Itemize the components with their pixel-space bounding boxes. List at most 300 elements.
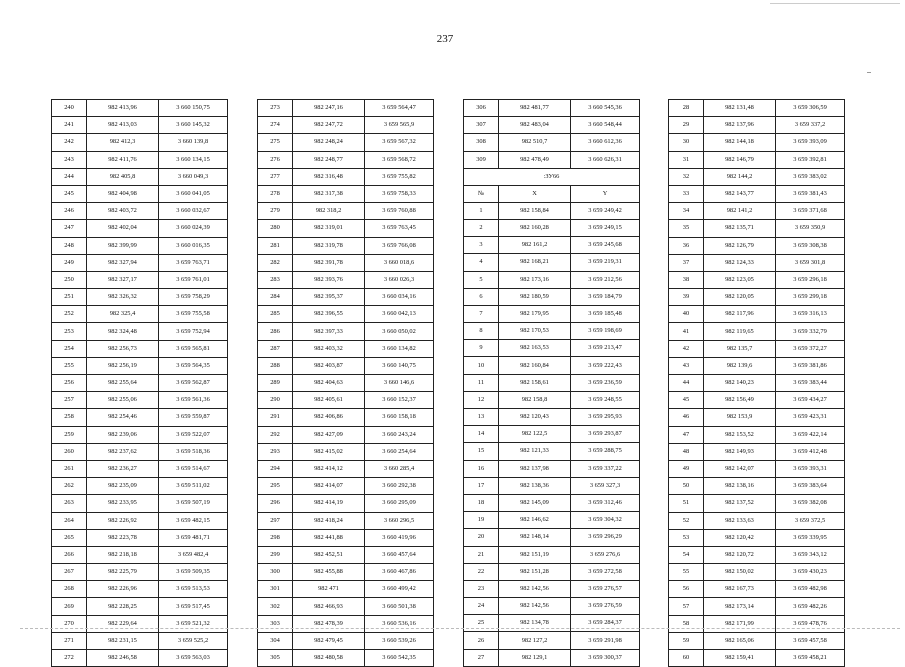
point-number: 285 — [258, 306, 293, 323]
y-coordinate: 3 659 381,86 — [776, 357, 845, 374]
y-coordinate: 3 660 041,05 — [159, 185, 228, 202]
point-number: 258 — [52, 409, 87, 426]
y-coordinate: 3 659 372,5 — [776, 512, 845, 529]
y-coordinate: 3 659 222,43 — [571, 357, 640, 374]
point-number: 23 — [464, 580, 499, 597]
point-number: 308 — [464, 134, 499, 151]
y-coordinate: 3 659 293,87 — [571, 426, 640, 443]
x-coordinate: 982 146,62 — [499, 512, 571, 529]
y-coordinate: 3 659 185,48 — [571, 305, 640, 322]
point-number: 1 — [464, 202, 499, 219]
x-coordinate: 982 405,61 — [293, 392, 365, 409]
x-coordinate: 982 397,33 — [293, 323, 365, 340]
point-number: 254 — [52, 340, 87, 357]
point-number: 288 — [258, 357, 293, 374]
table-row — [669, 546, 845, 563]
table-row — [464, 340, 640, 357]
table-row — [464, 443, 640, 460]
point-number: 266 — [52, 546, 87, 563]
y-coordinate: 3 659 184,79 — [571, 288, 640, 305]
table-row — [464, 288, 640, 305]
point-number: 7 — [464, 305, 499, 322]
x-coordinate: 982 151,19 — [499, 546, 571, 563]
coordinates-table-2 — [257, 99, 434, 667]
point-number: 259 — [52, 426, 87, 443]
point-number: 49 — [669, 460, 704, 477]
x-coordinate: 982 141,2 — [704, 203, 776, 220]
table-row — [258, 478, 434, 495]
point-number: 32 — [669, 168, 704, 185]
x-coordinate: 982 146,79 — [704, 151, 776, 168]
table-row — [669, 220, 845, 237]
x-coordinate: 982 159,41 — [704, 650, 776, 667]
x-coordinate: 982 237,62 — [87, 443, 159, 460]
x-coordinate: 982 119,65 — [704, 323, 776, 340]
x-coordinate: 982 483,04 — [499, 117, 571, 134]
table-row — [464, 374, 640, 391]
point-number: 55 — [669, 564, 704, 581]
y-coordinate: 3 660 612,36 — [571, 134, 640, 151]
x-coordinate: 982 158,84 — [499, 202, 571, 219]
table-row — [464, 202, 640, 219]
table-row — [464, 563, 640, 580]
x-coordinate: 982 327,94 — [87, 254, 159, 271]
point-number: 256 — [52, 375, 87, 392]
point-number: 305 — [258, 650, 293, 667]
table-row — [669, 564, 845, 581]
y-coordinate: 3 659 517,45 — [159, 598, 228, 615]
point-number: 252 — [52, 306, 87, 323]
x-coordinate: 982 151,28 — [499, 563, 571, 580]
y-coordinate: 3 659 423,31 — [776, 409, 845, 426]
table-row — [52, 203, 228, 220]
table-row — [464, 529, 640, 546]
y-coordinate: 3 659 457,58 — [776, 632, 845, 649]
point-number: 39 — [669, 289, 704, 306]
coordinates-table-1 — [51, 99, 228, 667]
x-coordinate: 982 246,58 — [87, 650, 159, 667]
x-coordinate: 982 127,2 — [499, 632, 571, 649]
y-coordinate: 3 660 026,3 — [365, 271, 434, 288]
point-number: 50 — [669, 478, 704, 495]
table-row — [669, 409, 845, 426]
x-coordinate: 982 148,14 — [499, 529, 571, 546]
table-row — [669, 203, 845, 220]
table-row — [464, 117, 640, 134]
coordinates-table-3 — [463, 99, 640, 667]
y-coordinate: 3 659 766,08 — [365, 237, 434, 254]
x-coordinate: 982 319,78 — [293, 237, 365, 254]
table-row — [464, 323, 640, 340]
coordinates-table-4 — [668, 99, 845, 667]
x-coordinate: 982 122,5 — [499, 426, 571, 443]
point-number: 289 — [258, 375, 293, 392]
point-number: 25 — [464, 615, 499, 632]
point-number: 293 — [258, 443, 293, 460]
point-number: 246 — [52, 203, 87, 220]
point-number: 297 — [258, 512, 293, 529]
table-row — [52, 564, 228, 581]
y-coordinate: 3 659 392,81 — [776, 151, 845, 168]
section-title-row — [464, 168, 640, 185]
x-coordinate: 982 144,18 — [704, 134, 776, 151]
point-number: 13 — [464, 409, 499, 426]
point-number: 11 — [464, 374, 499, 391]
x-coordinate: 982 137,52 — [704, 495, 776, 512]
y-coordinate: 3 659 509,35 — [159, 564, 228, 581]
table-row — [464, 134, 640, 151]
table-row — [52, 392, 228, 409]
point-number: 284 — [258, 289, 293, 306]
x-coordinate: 982 218,18 — [87, 546, 159, 563]
x-coordinate: 982 235,09 — [87, 478, 159, 495]
table-row — [258, 529, 434, 546]
table-row — [52, 375, 228, 392]
point-number: 287 — [258, 340, 293, 357]
x-coordinate: 982 327,17 — [87, 271, 159, 288]
table-row — [258, 185, 434, 202]
point-number: 295 — [258, 478, 293, 495]
point-number: 282 — [258, 254, 293, 271]
point-number: 47 — [669, 426, 704, 443]
scan-edge-bottom — [20, 628, 900, 629]
x-coordinate: 982 135,71 — [704, 220, 776, 237]
y-coordinate: 3 659 299,18 — [776, 289, 845, 306]
scan-mark — [867, 72, 871, 73]
table-row — [669, 375, 845, 392]
table-row — [258, 151, 434, 168]
table-row — [52, 185, 228, 202]
x-coordinate: 982 406,86 — [293, 409, 365, 426]
x-coordinate: 982 414,07 — [293, 478, 365, 495]
table-row — [258, 650, 434, 667]
x-coordinate: 982 255,64 — [87, 375, 159, 392]
point-number: 248 — [52, 237, 87, 254]
point-number: 24 — [464, 598, 499, 615]
y-coordinate: 3 659 525,2 — [159, 632, 228, 649]
point-number: 268 — [52, 581, 87, 598]
table-row — [52, 546, 228, 563]
table-row — [52, 100, 228, 117]
table-row — [669, 100, 845, 117]
x-coordinate: 982 254,46 — [87, 409, 159, 426]
y-coordinate: 3 659 758,29 — [159, 289, 228, 306]
point-number: 262 — [52, 478, 87, 495]
table-row — [669, 117, 845, 134]
y-coordinate: 3 659 295,93 — [571, 409, 640, 426]
x-coordinate: 982 405,8 — [87, 168, 159, 185]
table-row — [52, 306, 228, 323]
table-row — [464, 391, 640, 408]
x-coordinate: 982 391,78 — [293, 254, 365, 271]
y-coordinate: 3 659 332,79 — [776, 323, 845, 340]
x-coordinate: 982 247,16 — [293, 100, 365, 117]
x-coordinate: 982 120,05 — [704, 289, 776, 306]
table-row — [464, 254, 640, 271]
x-coordinate: 982 466,93 — [293, 598, 365, 615]
table-row — [258, 117, 434, 134]
x-coordinate: 982 452,51 — [293, 546, 365, 563]
y-coordinate: 3 659 300,37 — [571, 649, 640, 666]
page-number: 237 — [436, 33, 454, 45]
x-coordinate: 982 126,79 — [704, 237, 776, 254]
point-number: 251 — [52, 289, 87, 306]
point-number: 264 — [52, 512, 87, 529]
table-row — [52, 426, 228, 443]
table-row — [52, 357, 228, 374]
point-number: 31 — [669, 151, 704, 168]
y-coordinate: 3 660 152,37 — [365, 392, 434, 409]
y-coordinate: 3 659 565,81 — [159, 340, 228, 357]
x-coordinate: 982 173,14 — [704, 598, 776, 615]
x-coordinate: 982 167,73 — [704, 581, 776, 598]
table-row — [258, 460, 434, 477]
y-coordinate: 3 659 507,19 — [159, 495, 228, 512]
x-coordinate: 982 403,32 — [293, 340, 365, 357]
x-coordinate: 982 480,58 — [293, 650, 365, 667]
x-coordinate: 982 413,03 — [87, 117, 159, 134]
table-row — [52, 581, 228, 598]
point-number: 298 — [258, 529, 293, 546]
y-coordinate: 3 659 296,29 — [571, 529, 640, 546]
y-coordinate: 3 659 304,32 — [571, 512, 640, 529]
y-coordinate: 3 660 626,31 — [571, 151, 640, 168]
y-coordinate: 3 659 561,36 — [159, 392, 228, 409]
table-row — [669, 650, 845, 667]
y-coordinate: 3 659 381,43 — [776, 185, 845, 202]
y-coordinate: 3 660 024,39 — [159, 220, 228, 237]
y-coordinate: 3 660 049,3 — [159, 168, 228, 185]
x-coordinate: 982 402,04 — [87, 220, 159, 237]
table-row — [52, 409, 228, 426]
point-number: 290 — [258, 392, 293, 409]
x-coordinate: 982 248,24 — [293, 134, 365, 151]
point-number: 9 — [464, 340, 499, 357]
y-coordinate: 3 659 434,27 — [776, 392, 845, 409]
y-coordinate: 3 660 018,6 — [365, 254, 434, 271]
table-row — [52, 529, 228, 546]
x-coordinate: 982 161,2 — [499, 237, 571, 254]
table-row — [464, 494, 640, 511]
point-number: 286 — [258, 323, 293, 340]
y-coordinate: 3 659 383,02 — [776, 168, 845, 185]
point-number: 54 — [669, 546, 704, 563]
x-coordinate: 982 171,99 — [704, 615, 776, 632]
y-coordinate: 3 660 016,35 — [159, 237, 228, 254]
y-coordinate: 3 659 284,37 — [571, 615, 640, 632]
table-row — [258, 564, 434, 581]
y-coordinate: 3 659 565,9 — [365, 117, 434, 134]
table-row — [464, 357, 640, 374]
y-coordinate: 3 660 139,8 — [159, 134, 228, 151]
x-coordinate: 982 133,63 — [704, 512, 776, 529]
y-coordinate: 3 659 758,33 — [365, 185, 434, 202]
y-coordinate: 3 659 371,68 — [776, 203, 845, 220]
y-coordinate: 3 660 501,38 — [365, 598, 434, 615]
y-coordinate: 3 660 243,24 — [365, 426, 434, 443]
table-row — [464, 271, 640, 288]
y-coordinate: 3 659 327,3 — [571, 477, 640, 494]
table-row — [258, 340, 434, 357]
y-coordinate: 3 660 140,75 — [365, 357, 434, 374]
y-coordinate: 3 659 301,8 — [776, 254, 845, 271]
y-coordinate: 3 659 458,21 — [776, 650, 845, 667]
table-row — [52, 615, 228, 632]
point-number: 242 — [52, 134, 87, 151]
x-coordinate: 982 478,39 — [293, 615, 365, 632]
y-coordinate: 3 659 272,58 — [571, 563, 640, 580]
point-number: 277 — [258, 168, 293, 185]
x-coordinate: 982 117,96 — [704, 306, 776, 323]
table-row — [464, 237, 640, 254]
table-row — [464, 100, 640, 117]
y-coordinate: 3 660 134,15 — [159, 151, 228, 168]
x-coordinate: 982 455,88 — [293, 564, 365, 581]
y-coordinate: 3 660 146,6 — [365, 375, 434, 392]
y-coordinate: 3 660 548,44 — [571, 117, 640, 134]
x-coordinate: 982 399,99 — [87, 237, 159, 254]
y-coordinate: 3 659 521,32 — [159, 615, 228, 632]
table-header-row — [464, 185, 640, 202]
point-number: 271 — [52, 632, 87, 649]
point-number: 260 — [52, 443, 87, 460]
x-coordinate: 982 158,61 — [499, 374, 571, 391]
y-coordinate: 3 659 518,36 — [159, 443, 228, 460]
x-coordinate: 982 153,9 — [704, 409, 776, 426]
table-row — [52, 495, 228, 512]
y-coordinate: 3 660 457,64 — [365, 546, 434, 563]
x-coordinate: 982 144,2 — [704, 168, 776, 185]
x-coordinate: 982 165,06 — [704, 632, 776, 649]
y-coordinate: 3 659 564,35 — [159, 357, 228, 374]
y-coordinate: 3 659 337,22 — [571, 460, 640, 477]
point-number: 275 — [258, 134, 293, 151]
x-coordinate: 982 225,79 — [87, 564, 159, 581]
point-number: 269 — [52, 598, 87, 615]
table-row — [52, 323, 228, 340]
table-row — [52, 117, 228, 134]
point-number: 291 — [258, 409, 293, 426]
x-coordinate: 982 403,72 — [87, 203, 159, 220]
x-coordinate: 982 120,43 — [499, 409, 571, 426]
point-number: 245 — [52, 185, 87, 202]
y-coordinate: 3 660 034,16 — [365, 289, 434, 306]
table-row — [258, 271, 434, 288]
point-number: 279 — [258, 203, 293, 220]
point-number: 10 — [464, 357, 499, 374]
y-coordinate: 3 659 308,38 — [776, 237, 845, 254]
x-coordinate: 982 158,8 — [499, 391, 571, 408]
table-row — [669, 323, 845, 340]
table-row — [258, 237, 434, 254]
point-number: 241 — [52, 117, 87, 134]
x-coordinate: 982 123,05 — [704, 271, 776, 288]
table-row — [258, 289, 434, 306]
point-number: 38 — [669, 271, 704, 288]
y-coordinate: 3 659 482,98 — [776, 581, 845, 598]
table-row — [52, 512, 228, 529]
point-number: 281 — [258, 237, 293, 254]
point-number: 36 — [669, 237, 704, 254]
x-coordinate: 982 427,09 — [293, 426, 365, 443]
table-row — [669, 254, 845, 271]
y-coordinate: 3 659 213,47 — [571, 340, 640, 357]
x-coordinate: 982 173,16 — [499, 271, 571, 288]
x-coordinate: 982 226,92 — [87, 512, 159, 529]
y-coordinate: 3 659 761,01 — [159, 271, 228, 288]
y-coordinate: 3 659 752,94 — [159, 323, 228, 340]
x-coordinate: 982 229,64 — [87, 615, 159, 632]
table-row — [52, 443, 228, 460]
y-coordinate: 3 660 467,86 — [365, 564, 434, 581]
y-coordinate: 3 660 042,13 — [365, 306, 434, 323]
table-row — [52, 151, 228, 168]
x-coordinate: 982 248,77 — [293, 151, 365, 168]
point-number: 302 — [258, 598, 293, 615]
point-number: 37 — [669, 254, 704, 271]
x-coordinate: 982 414,12 — [293, 460, 365, 477]
table-row — [464, 426, 640, 443]
y-coordinate: 3 659 337,2 — [776, 117, 845, 134]
x-coordinate: 982 135,7 — [704, 340, 776, 357]
table-row — [669, 168, 845, 185]
y-coordinate: 3 659 276,6 — [571, 546, 640, 563]
point-number: 43 — [669, 357, 704, 374]
table-row — [52, 168, 228, 185]
table-row — [464, 151, 640, 168]
point-number: 278 — [258, 185, 293, 202]
x-coordinate: 982 142,56 — [499, 598, 571, 615]
x-coordinate: 982 134,78 — [499, 615, 571, 632]
y-coordinate: 3 659 296,18 — [776, 271, 845, 288]
table-row — [52, 340, 228, 357]
y-coordinate: 3 659 276,59 — [571, 598, 640, 615]
y-coordinate: 3 659 559,87 — [159, 409, 228, 426]
scan-edge-top — [770, 3, 900, 4]
point-number: 21 — [464, 546, 499, 563]
table-row — [669, 340, 845, 357]
x-coordinate: 982 403,87 — [293, 357, 365, 374]
table-row — [258, 581, 434, 598]
y-coordinate: 3 659 249,15 — [571, 219, 640, 236]
point-number: 265 — [52, 529, 87, 546]
table-row — [258, 426, 434, 443]
y-coordinate: 3 660 536,16 — [365, 615, 434, 632]
table-row — [258, 512, 434, 529]
point-number: 22 — [464, 563, 499, 580]
table-row — [669, 495, 845, 512]
y-coordinate: 3 659 393,31 — [776, 460, 845, 477]
y-coordinate: 3 659 219,31 — [571, 254, 640, 271]
y-coordinate: 3 659 567,32 — [365, 134, 434, 151]
x-coordinate: 982 319,01 — [293, 220, 365, 237]
table-row — [52, 632, 228, 649]
y-coordinate: 3 659 306,59 — [776, 100, 845, 117]
x-coordinate: 982 179,95 — [499, 305, 571, 322]
point-number: 272 — [52, 650, 87, 667]
point-number: 34 — [669, 203, 704, 220]
x-coordinate: 982 478,49 — [499, 151, 571, 168]
x-coordinate: 982 160,84 — [499, 357, 571, 374]
table-row — [52, 220, 228, 237]
x-coordinate: 982 143,77 — [704, 185, 776, 202]
table-row — [258, 134, 434, 151]
y-coordinate: 3 659 513,53 — [159, 581, 228, 598]
y-coordinate: 3 660 134,82 — [365, 340, 434, 357]
x-coordinate: 982 479,45 — [293, 632, 365, 649]
point-number: 14 — [464, 426, 499, 443]
x-coordinate: 982 121,33 — [499, 443, 571, 460]
